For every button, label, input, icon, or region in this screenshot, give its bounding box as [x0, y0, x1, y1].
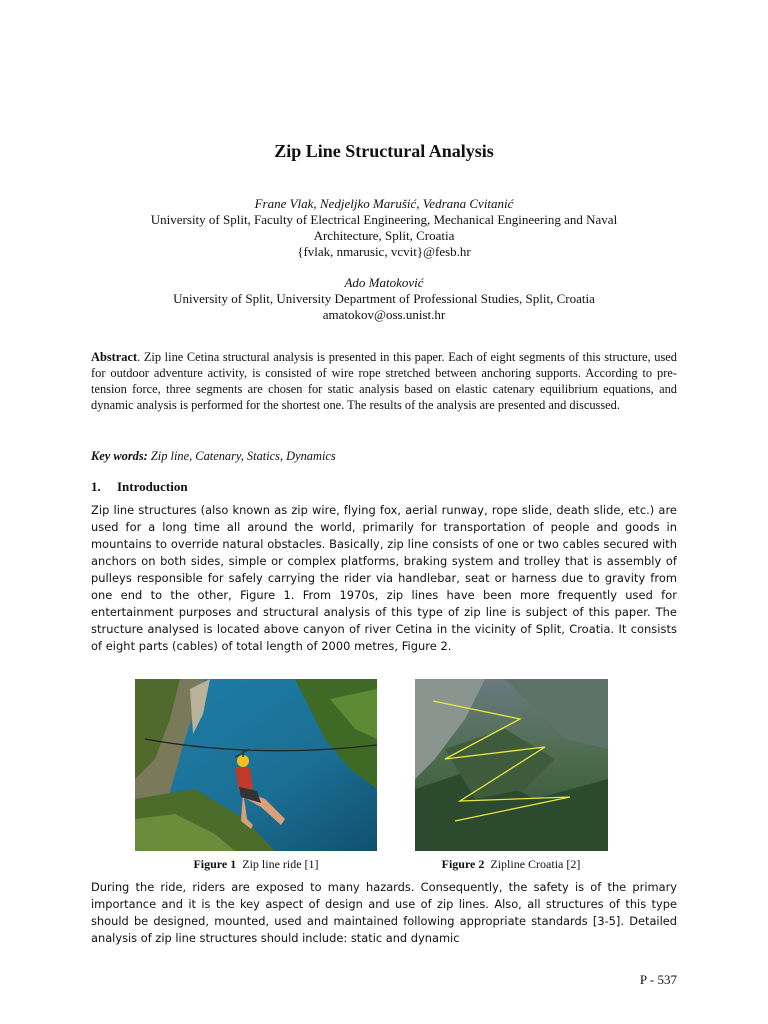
figure-2-caption	[400, 857, 622, 872]
section-title: Introduction	[117, 479, 188, 494]
section-number: 1.	[91, 479, 101, 494]
figure-2-zipline-croatia-photo	[415, 679, 608, 851]
keywords	[91, 449, 677, 464]
figure-label: Figure 2	[441, 857, 485, 871]
author-names: Ado Matoković	[344, 275, 424, 290]
abstract-label: Abstract	[91, 350, 138, 364]
author-names: Frane Vlak, Nedjeljko Marušić, Vedrana Cvitanić	[254, 196, 514, 211]
author-block-1	[0, 196, 768, 260]
zipline-croatia-image	[415, 679, 608, 851]
figure-caption-text: Zipline Croatia [2]	[490, 857, 581, 871]
affiliation-line: University of Split, Faculty of Electrical Engineering, Mechanical Engineering and Naval	[150, 212, 618, 227]
figure-label: Figure 1	[193, 857, 237, 871]
abstract-text: . Zip line Cetina structural analysis is presented in this paper. Each of eight segments of this structure, used for outdoor adventure activity, is consisted of wire rope stretched between anchoring supports. According to pre-tension force, three segments are chosen for static analysis based on elastic catenary equilibrium equations, and dynamic analysis is performed for the shortest one. The results of the analysis are presented and discussed.	[91, 350, 677, 412]
paragraph: During the ride, riders are exposed to many hazards. Consequently, the safety is of the primary importance and it is the key aspect of design and use of zip lines. Also, all structures of this type should be designed, mounted, used and maintained following appropriate standards [3-5]. Detailed analysis of zip line structures should include: static and dynamic	[91, 880, 677, 945]
abstract	[91, 349, 677, 413]
figure-caption-text: Zip line ride [1]	[242, 857, 319, 871]
figure-1-caption	[135, 857, 377, 872]
author-email: {fvlak, nmarusic, vcvit}@fesb.hr	[297, 244, 471, 259]
section-heading	[91, 479, 188, 495]
figure-1-zip-line-photo	[135, 679, 377, 851]
paragraph: Zip line structures (also known as zip wire, flying fox, aerial runway, rope slide, death slide, etc.) are used for a long time all around the world, primarily for transportation of people and goods in mountains to override natural obstacles. Basically, zip line consists of one or two cables secured with anchors on both sides, simple or complex platforms, braking system and trolley that is assembly of pulleys responsible for safely carrying the rider via handlebar, seat or harness due to gravity from one end to the other, Figure 1. From 1970s, zip lines have been more frequently used for entertainment purposes and structural analysis of this type of zip line is subject of this paper. The structure analysed is located above canyon of river Cetina in the vicinity of Split, Croatia. It consists of eight parts (cables) of total length of 2000 metres, Figure 2.	[91, 503, 677, 653]
keywords-text: Zip line, Catenary, Statics, Dynamics	[150, 449, 336, 463]
zip-line-ride-image	[135, 679, 377, 851]
author-block-2	[0, 275, 768, 323]
affiliation-line: University of Split, University Department of Professional Studies, Split, Croatia	[173, 291, 595, 306]
paper-title: Zip Line Structural Analysis	[274, 141, 494, 161]
affiliation-line: Architecture, Split, Croatia	[313, 228, 455, 243]
page-number: P - 537	[639, 972, 677, 987]
keywords-label: Key words:	[91, 449, 148, 463]
author-email: amatokov@oss.unist.hr	[322, 307, 446, 322]
